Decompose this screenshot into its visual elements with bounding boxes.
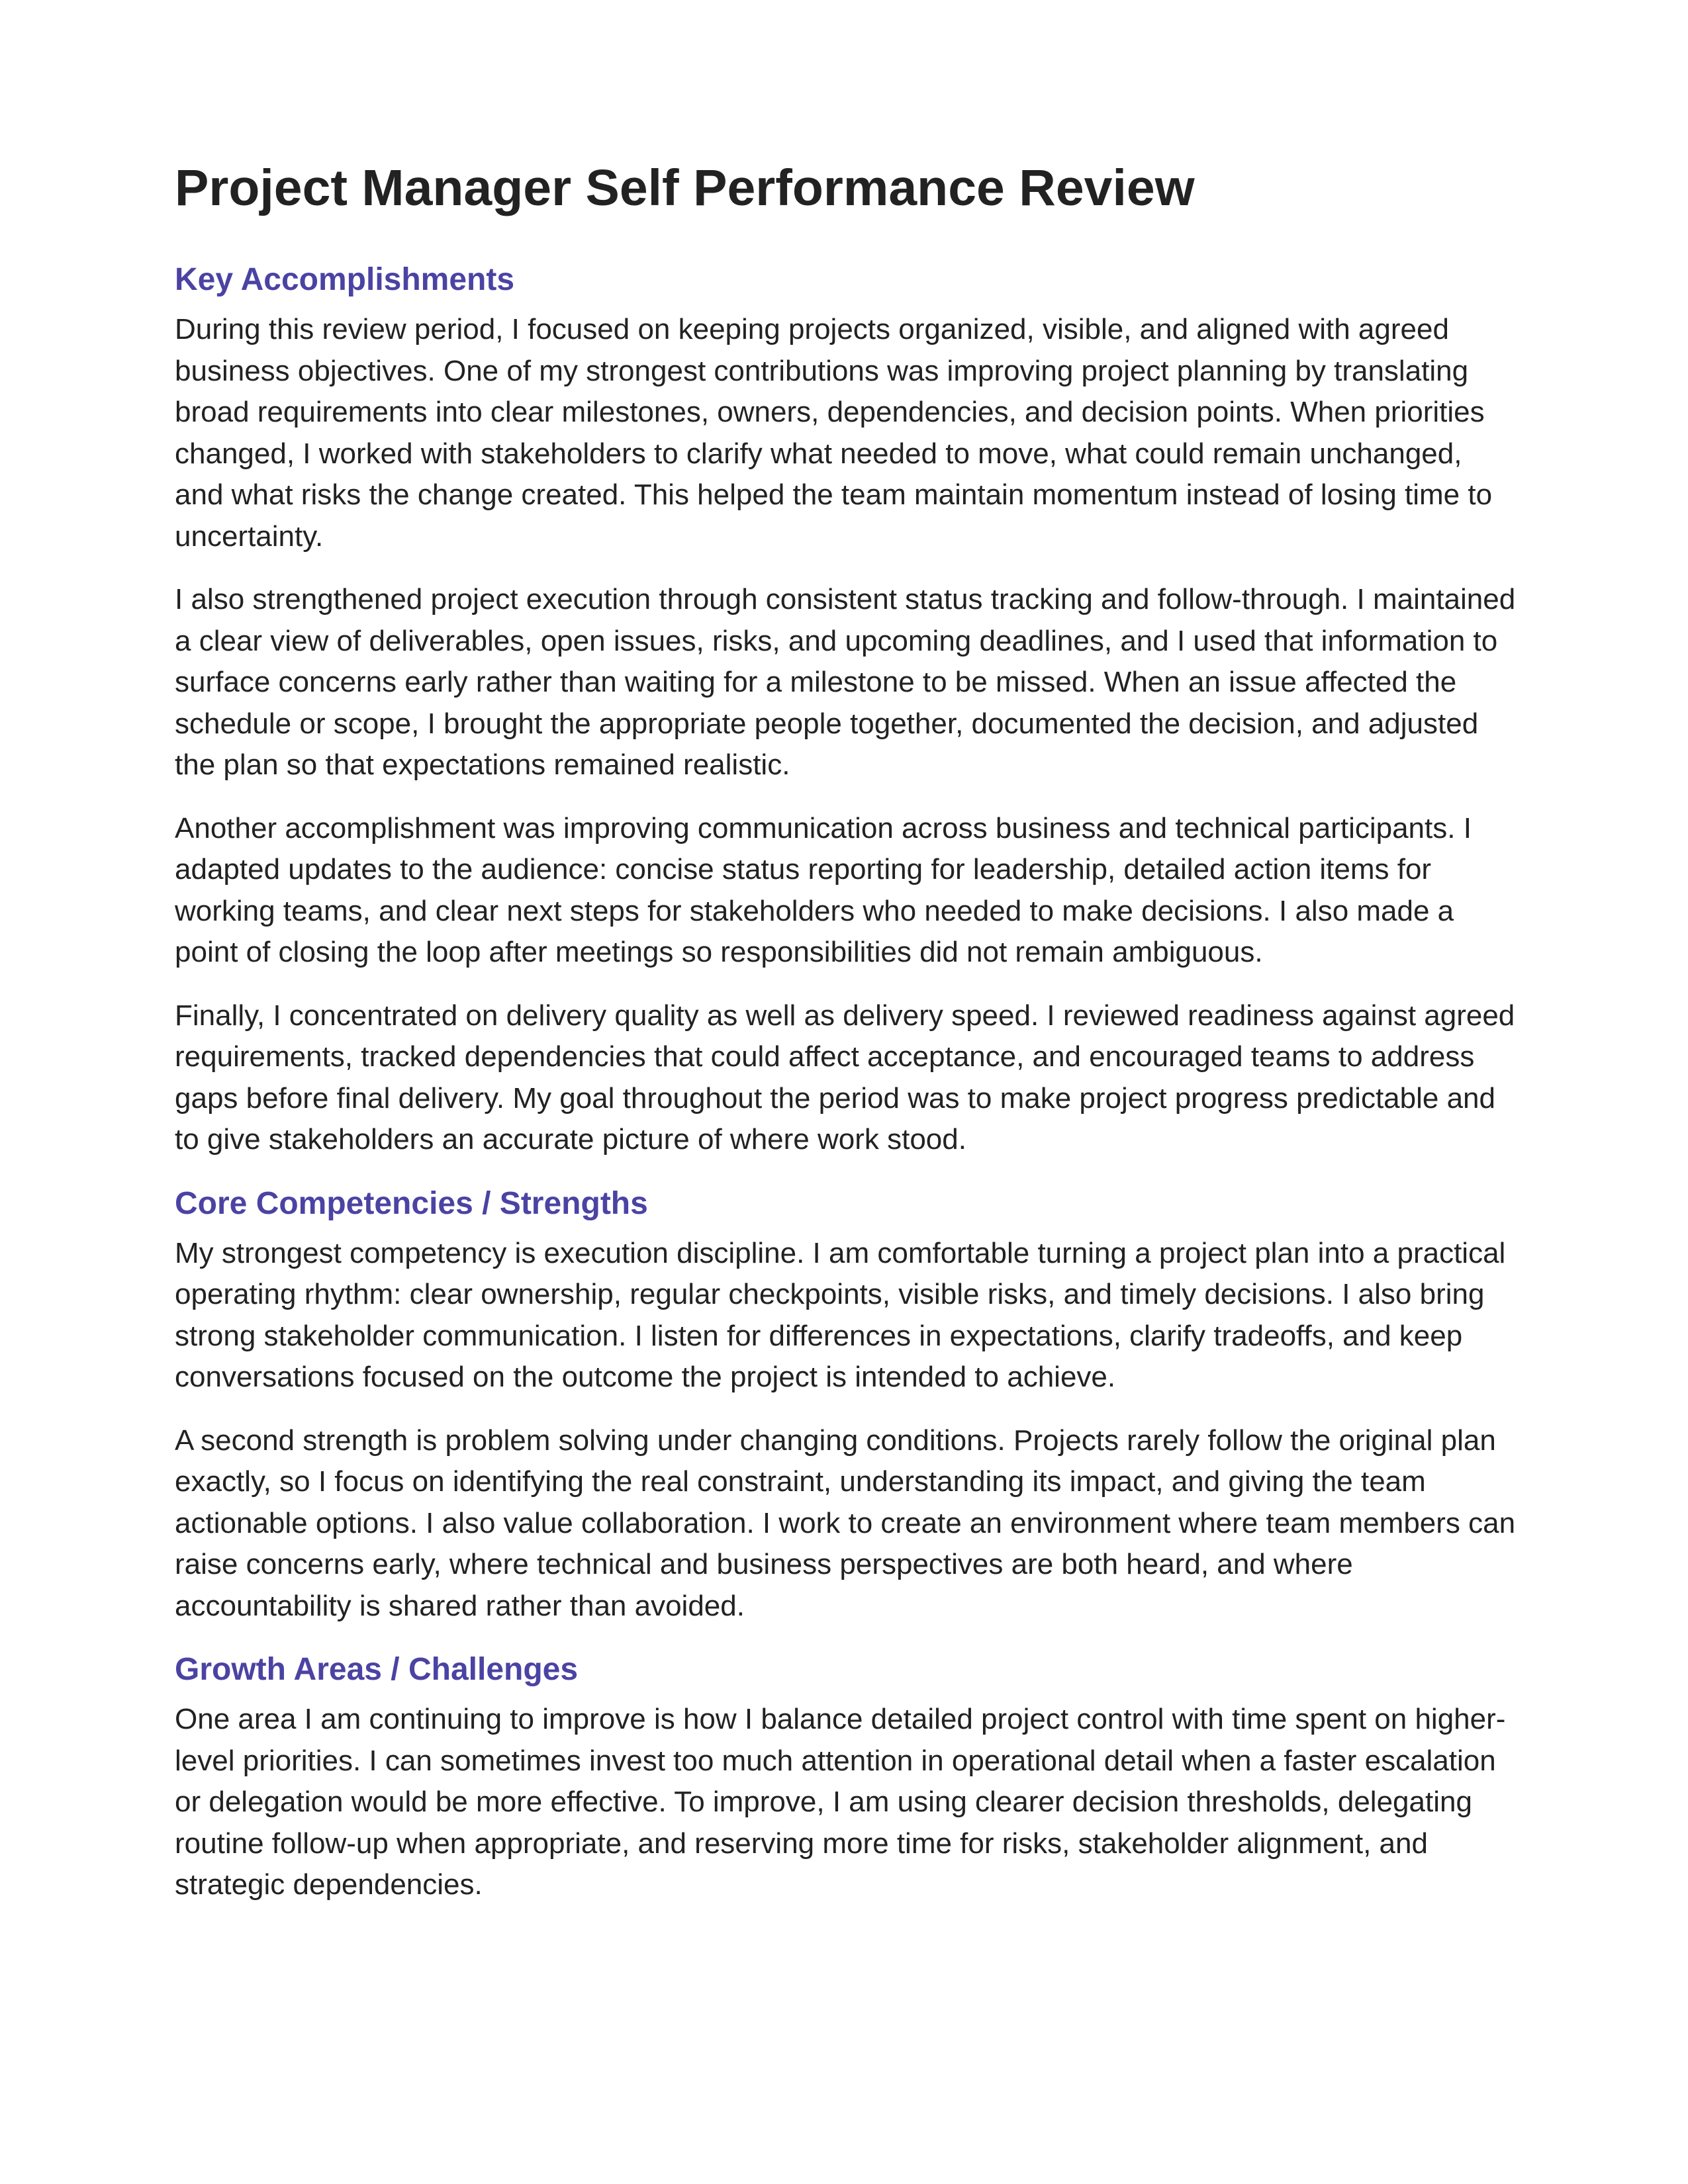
section-heading: Key Accomplishments [175, 262, 515, 297]
paragraph: Another accomplishment was improving communication across business and technical participants. I adapted updates to the audience: concise status reporting for leadership, detailed action items for working teams, and clear next steps for stakeholders who needed to make decisions. I also made a point of closing the loop after meetings so responsibilities did not remain ambiguous. [175, 811, 1472, 968]
section-heading: Core Competencies / Strengths [175, 1185, 648, 1221]
section-key-accomplishments [175, 259, 1519, 1161]
paragraph: My strongest competency is execution discipline. I am comfortable turning a project plan into a practical operating rhythm: clear ownership, regular checkpoints, visible risks, and timely decisions. I also bring strong stakeholder communication. I listen for differences in expectations, clarify tradeoffs, and keep conversations focused on the outcome the project is intended to achieve. [175, 1236, 1506, 1393]
paragraph: Finally, I concentrated on delivery quality as well as delivery speed. I reviewed readiness against agreed requirements, tracked dependencies that could affect acceptance, and encouraged teams to address gaps before final delivery. My goal throughout the period was to make project progress predictable and to give stakeholders an accurate picture of where work stood. [175, 999, 1515, 1156]
document-title: Project Manager Self Performance Review [175, 159, 1195, 216]
section-growth-areas [175, 1649, 1519, 1906]
section-core-competencies [175, 1183, 1519, 1627]
paragraph: During this review period, I focused on keeping projects organized, visible, and aligned with agreed business objectives. One of my strongest contributions was improving project planning by translating broad requirements into clear milestones, owners, dependencies, and decision points. When priorities changed, I worked with stakeholders to clarify what needed to move, what could remain unchanged, and what risks the change created. This helped the team maintain momentum instead of losing time to uncertainty. [175, 313, 1493, 553]
paragraph: One area I am continuing to improve is how I balance detailed project control with time spent on higher-level priorities. I can sometimes invest too much attention in operational detail when a faster escalation or delegation would be more effective. To improve, I am using clearer decision thresholds, delegating routine follow-up when appropriate, and reserving more time for risks, stakeholder alignment, and strategic dependencies. [175, 1703, 1506, 1901]
paragraph: I also strengthened project execution through consistent status tracking and follow-through. I maintained a clear view of deliverables, open issues, risks, and upcoming deadlines, and I used that information to surface concerns early rather than waiting for a milestone to be missed. When an issue affected the schedule or scope, I brought the appropriate people together, documented the decision, and adjusted the plan so that expectations remained realistic. [175, 583, 1516, 781]
section-heading: Growth Areas / Challenges [175, 1652, 579, 1687]
paragraph: A second strength is problem solving under changing conditions. Projects rarely follow the original plan exactly, so I focus on identifying the real constraint, understanding its impact, and giving the team actionable options. I also value collaboration. I work to create an environment where team members can raise concerns early, where technical and business perspectives are both heard, and where accountability is shared rather than avoided. [175, 1424, 1516, 1622]
document-page [175, 158, 1519, 1906]
